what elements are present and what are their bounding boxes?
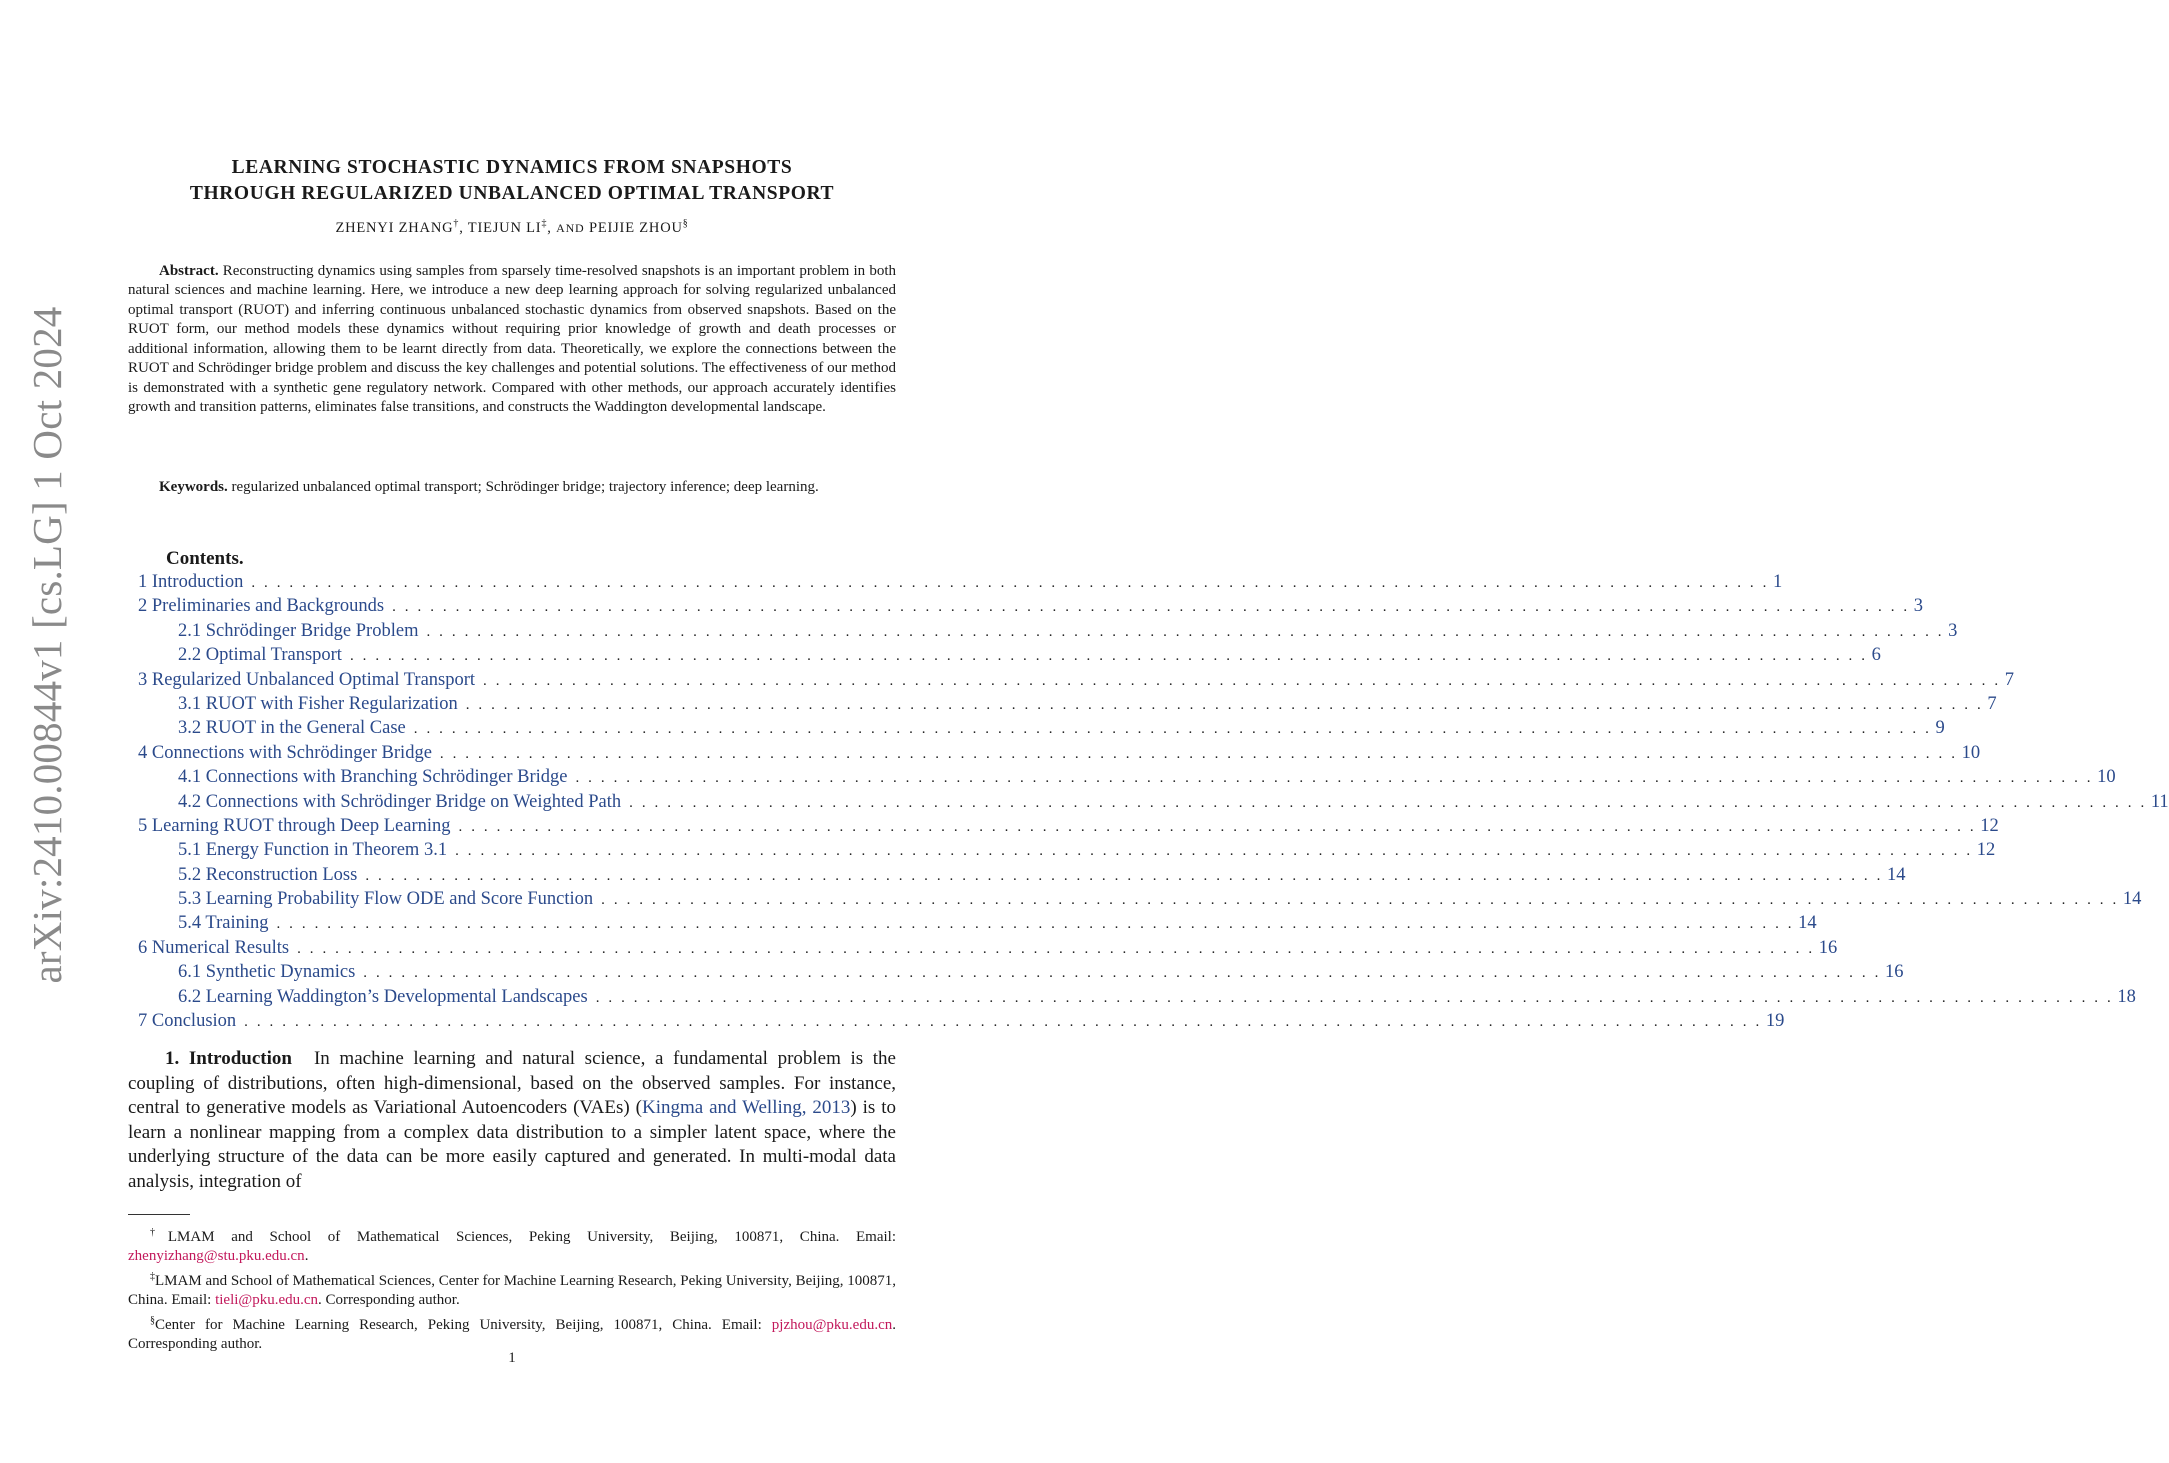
toc-leader-dots: . . . . . . . . . . . . . . . . . . . . . . . . . . . . . . . . . . . . . . . . . . . . . . . . . . . . . . . . . . . . . . . . . . . . . . . . . . . . . . . . . . . . . . . . . . . . . . . . . . . . . . . . . . . . . . . . . . . . . . . . — [601, 892, 2119, 909]
keywords-label: Keywords. — [159, 479, 228, 495]
toc-entry-page: 16 — [1818, 937, 1838, 958]
toc-leader-dots: . . . . . . . . . . . . . . . . . . . . . . . . . . . . . . . . . . . . . . . . . . . . . . . . . . . . . . . . . . . . . . . . . . . . . . . . . . . . . . . . . . . . . . . . . . . . . . . . . . . . . . . . . . . . . . . . . . . . . . . . — [244, 1014, 1762, 1031]
toc-entry-title: 2.1 Schrödinger Bridge Problem — [178, 620, 419, 641]
toc-entry-page: 1 — [1772, 572, 1783, 592]
toc-leader-dots: . . . . . . . . . . . . . . . . . . . . . . . . . . . . . . . . . . . . . . . . . . . . . . . . . . . . . . . . . . . . . . . . . . . . . . . . . . . . . . . . . . . . . . . . . . . . . . . . . . . . . . . . . . . . . . . . . . . . . . . . — [392, 599, 1910, 616]
toc-entry[interactable] — [138, 693, 1997, 718]
footnotes — [128, 1223, 896, 1355]
author-list — [128, 218, 896, 237]
toc-entry[interactable] — [138, 913, 1817, 937]
toc-entry-title: 1 Introduction — [138, 572, 244, 592]
email-link[interactable]: pjzhou@pku.edu.cn — [771, 1316, 893, 1333]
footnote-rule — [128, 1214, 190, 1215]
email-link[interactable]: zhenyizhang@stu.pku.edu.cn — [128, 1248, 305, 1265]
author-3: PEIJIE ZHOU — [588, 219, 683, 236]
toc-entry[interactable] — [138, 596, 1924, 620]
footnote-text: LMAM and School of Mathematical Sciences, Peking University, Beijing, 100871, China. Email: — [167, 1229, 897, 1245]
author-2-mark: ‡ — [541, 218, 548, 229]
toc-entry-title: 5.1 Energy Function in Theorem 3.1 — [178, 840, 448, 861]
toc-entry-page: 12 — [1980, 815, 1999, 836]
author-separator: , — [547, 219, 552, 236]
toc-leader-dots: . . . . . . . . . . . . . . . . . . . . . . . . . . . . . . . . . . . . . . . . . . . . . . . . . . . . . . . . . . . . . . . . . . . . . . . . . . . . . . . . . . . . . . . . . . . . . . . . . . . . . . . . . . . . . . . . . . . . . . . . — [426, 623, 1945, 640]
toc-entry-page: 11 — [2150, 791, 2169, 812]
footnote-text-after: . Corresponding author. — [318, 1292, 460, 1309]
abstract-label: Abstract. — [159, 263, 219, 279]
toc-entry-page: 7 — [1987, 693, 1997, 714]
toc-entry-title: 6 Numerical Results — [138, 937, 290, 958]
toc-entry[interactable] — [138, 718, 1945, 742]
toc-leader-dots: . . . . . . . . . . . . . . . . . . . . . . . . . . . . . . . . . . . . . . . . . . . . . . . . . . . . . . . . . . . . . . . . . . . . . . . . . . . . . . . . . . . . . . . . . . . . . . . . . . . . . . . . . . . . . . . . . . . . . . . . — [629, 794, 2147, 811]
toc-entry-title: 3.1 RUOT with Fisher Regularization — [178, 693, 458, 714]
footnote-text-after: . Corresponding author. — [128, 1316, 896, 1353]
author-separator: , — [459, 219, 464, 236]
toc-entry[interactable] — [138, 889, 2142, 913]
toc-entry-title: 4.2 Connections with Schrödinger Bridge on Weighted Path — [178, 791, 622, 812]
page-number: 1 — [508, 1350, 516, 1366]
toc-entry[interactable] — [138, 645, 1881, 669]
abstract — [128, 262, 896, 418]
introduction-section — [128, 1047, 896, 1194]
toc-leader-dots: . . . . . . . . . . . . . . . . . . . . . . . . . . . . . . . . . . . . . . . . . . . . . . . . . . . . . . . . . . . . . . . . . . . . . . . . . . . . . . . . . . . . . . . . . . . . . . . . . . . . . . . . . . . . . . . . . . . . . . . . — [276, 916, 1795, 933]
footnote — [128, 1311, 896, 1355]
author-conjunction: AND — [556, 220, 585, 235]
footnote-text-after: . — [304, 1248, 309, 1265]
title-line-1: LEARNING STOCHASTIC DYNAMICS FROM SNAPSHOTS — [231, 157, 793, 178]
footnote — [128, 1267, 896, 1311]
footnote-mark: § — [150, 1314, 155, 1326]
paper-title — [128, 155, 896, 207]
email-link[interactable]: tieli@pku.edu.cn — [215, 1292, 319, 1309]
author-2: TIEJUN LI — [467, 219, 542, 236]
author-1-mark: † — [453, 218, 460, 229]
arxiv-stamp — [22, 300, 72, 990]
toc-entry[interactable] — [138, 620, 1958, 645]
intro-text-after: ) is to learn a nonlinear mapping from a complex data distribution to a simpler latent space, where the underlying structure of the data can be more easily captured and generated. In multi-modal data analysis, integration of — [128, 1097, 896, 1192]
toc-entry[interactable] — [138, 864, 1906, 889]
contents-heading: Contents. — [166, 548, 244, 569]
toc-entry[interactable] — [138, 937, 1838, 962]
footnote — [128, 1223, 896, 1267]
toc-leader-dots: . . . . . . . . . . . . . . . . . . . . . . . . . . . . . . . . . . . . . . . . . . . . . . . . . . . . . . . . . . . . . . . . . . . . . . . . . . . . . . . . . . . . . . . . . . . . . . . . . . . . . . . . . . . . . . . . . . . . . . . . — [365, 867, 1883, 884]
intro-text-before: In machine learning and natural science, a fundamental problem is the coupling of distributions, often high-dimensional, based on the observed samples. For instance, central to generative models as Variational Autoencoders (VAEs) ( — [128, 1048, 896, 1118]
toc-entry-title: 3 Regularized Unbalanced Optimal Transport — [138, 669, 476, 690]
toc-leader-dots: . . . . . . . . . . . . . . . . . . . . . . . . . . . . . . . . . . . . . . . . . . . . . . . . . . . . . . . . . . . . . . . . . . . . . . . . . . . . . . . . . . . . . . . . . . . . . . . . . . . . . . . . . . . . . . . . . . . . . . . . — [439, 745, 1958, 762]
toc-entry-title: 7 Conclusion — [138, 1011, 237, 1032]
toc-leader-dots: . . . . . . . . . . . . . . . . . . . . . . . . . . . . . . . . . . . . . . . . . . . . . . . . . . . . . . . . . . . . . . . . . . . . . . . . . . . . . . . . . . . . . . . . . . . . . . . . . . . . . . . . . . . . . . . . . . . . . . . . — [413, 721, 1932, 738]
toc-entry-page: 7 — [2004, 669, 2014, 690]
toc-entry[interactable] — [138, 767, 2116, 791]
toc-entry[interactable] — [138, 572, 1783, 596]
toc-entry[interactable] — [138, 840, 1996, 864]
toc-leader-dots: . . . . . . . . . . . . . . . . . . . . . . . . . . . . . . . . . . . . . . . . . . . . . . . . . . . . . . . . . . . . . . . . . . . . . . . . . . . . . . . . . . . . . . . . . . . . . . . . . . . . . . . . . . . . . . . . . . . . . . . . — [297, 940, 1815, 957]
toc-entry-title: 3.2 RUOT in the General Case — [178, 718, 406, 739]
footnote-mark: † — [150, 1227, 168, 1238]
toc-leader-dots: . . . . . . . . . . . . . . . . . . . . . . . . . . . . . . . . . . . . . . . . . . . . . . . . . . . . . . . . . . . . . . . . . . . . . . . . . . . . . . . . . . . . . . . . . . . . . . . . . . . . . . . . . . . . . . . . . . . . . . . . — [595, 989, 2114, 1006]
toc-entry[interactable] — [138, 669, 2014, 694]
toc-entry-title: 2.2 Optimal Transport — [178, 645, 342, 666]
toc-leader-dots: . . . . . . . . . . . . . . . . . . . . . . . . . . . . . . . . . . . . . . . . . . . . . . . . . . . . . . . . . . . . . . . . . . . . . . . . . . . . . . . . . . . . . . . . . . . . . . . . . . . . . . . . . . . . . . . . . . . . . . . . — [465, 696, 1984, 713]
toc-entry-title: 6.1 Synthetic Dynamics — [178, 962, 356, 983]
toc-entry-page: 3 — [1948, 620, 1958, 641]
toc-entry[interactable] — [138, 1011, 1785, 1035]
toc-entry-page: 18 — [2117, 986, 2136, 1007]
toc-leader-dots: . . . . . . . . . . . . . . . . . . . . . . . . . . . . . . . . . . . . . . . . . . . . . . . . . . . . . . . . . . . . . . . . . . . . . . . . . . . . . . . . . . . . . . . . . . . . . . . . . . . . . . . . . . . . . . . . . . . . . . . . — [349, 648, 1868, 665]
toc-entry[interactable] — [138, 742, 1981, 767]
toc-leader-dots: . . . . . . . . . . . . . . . . . . . . . . . . . . . . . . . . . . . . . . . . . . . . . . . . . . . . . . . . . . . . . . . . . . . . . . . . . . . . . . . . . . . . . . . . . . . . . . . . . . . . . . . . . . . . . . . . . . . . . . . . — [251, 575, 1769, 591]
toc-entry-title: 5.3 Learning Probability Flow ODE and Score Function — [178, 889, 594, 910]
toc-entry-title: 5.4 Training — [178, 913, 269, 934]
toc-entry[interactable] — [138, 962, 1904, 986]
author-3-mark: § — [682, 218, 689, 229]
toc-entry-page: 10 — [2097, 767, 2116, 788]
keywords-text: regularized unbalanced optimal transport; Schrödinger bridge; trajectory inference; deep learning. — [231, 479, 819, 495]
toc-entry-page: 9 — [1935, 718, 1945, 739]
arxiv-stamp-text: arXiv:2410.00844v1 [cs.LG] 1 Oct 2024 — [24, 306, 70, 984]
toc-entry-title: 2 Preliminaries and Backgrounds — [138, 596, 385, 617]
toc-entry-title: 6.2 Learning Waddington’s Developmental Landscapes — [178, 986, 588, 1007]
toc-leader-dots: . . . . . . . . . . . . . . . . . . . . . . . . . . . . . . . . . . . . . . . . . . . . . . . . . . . . . . . . . . . . . . . . . . . . . . . . . . . . . . . . . . . . . . . . . . . . . . . . . . . . . . . . . . . . . . . . . . . . . . . . — [575, 770, 2094, 787]
toc-entry-title: 4 Connections with Schrödinger Bridge — [138, 742, 432, 763]
citation-link[interactable]: Kingma and Welling, 2013 — [641, 1097, 851, 1118]
toc-entry-title: 4.1 Connections with Branching Schrödinger Bridge — [178, 767, 568, 788]
toc-entry[interactable] — [138, 986, 2136, 1011]
footnote-mark: ‡ — [150, 1270, 156, 1282]
footnote-text: LMAM and School of Mathematical Sciences, Center for Machine Learning Research, Peking University, Beijing, 100871, China. Email: — [128, 1272, 896, 1309]
abstract-text: Reconstructing dynamics using samples from sparsely time-resolved snapshots is an important problem in both natural sciences and machine learning. Here, we introduce a new deep learning approach for solving regularized unbalanced optimal transport (RUOT) and inferring continuous unbalanced stochastic dynamics from observed snapshots. Based on the RUOT form, our method models these dynamics without requiring prior knowledge of growth and death processes or additional information, allowing them to be learnt directly from data. Theoretically, we explore the connections between the RUOT and Schrödinger bridge problem and discuss the key challenges and potential solutions. The effectiveness of our method is demonstrated with a synthetic gene regulatory network. Compared with other methods, our approach accurately identifies growth and transition patterns, eliminates false transitions, and constructs the Waddington developmental landscape. — [128, 263, 896, 416]
toc-entry-page: 14 — [1886, 864, 1906, 885]
toc-entry-page: 14 — [1798, 913, 1817, 934]
toc-leader-dots: . . . . . . . . . . . . . . . . . . . . . . . . . . . . . . . . . . . . . . . . . . . . . . . . . . . . . . . . . . . . . . . . . . . . . . . . . . . . . . . . . . . . . . . . . . . . . . . . . . . . . . . . . . . . . . . . . . . . . . . . — [458, 818, 1977, 835]
toc-entry-page: 14 — [2122, 889, 2142, 910]
toc-leader-dots: . . . . . . . . . . . . . . . . . . . . . . . . . . . . . . . . . . . . . . . . . . . . . . . . . . . . . . . . . . . . . . . . . . . . . . . . . . . . . . . . . . . . . . . . . . . . . . . . . . . . . . . . . . . . . . . . . . . . . . . . — [455, 843, 1973, 860]
toc-leader-dots: . . . . . . . . . . . . . . . . . . . . . . . . . . . . . . . . . . . . . . . . . . . . . . . . . . . . . . . . . . . . . . . . . . . . . . . . . . . . . . . . . . . . . . . . . . . . . . . . . . . . . . . . . . . . . . . . . . . . . . . . — [483, 672, 2001, 689]
toc-entry-title: 5 Learning RUOT through Deep Learning — [138, 815, 451, 836]
toc-leader-dots: . . . . . . . . . . . . . . . . . . . . . . . . . . . . . . . . . . . . . . . . . . . . . . . . . . . . . . . . . . . . . . . . . . . . . . . . . . . . . . . . . . . . . . . . . . . . . . . . . . . . . . . . . . . . . . . . . . . . . . . . — [363, 965, 1881, 982]
table-of-contents — [138, 572, 2169, 1035]
toc-entry-page: 10 — [1961, 742, 1981, 763]
toc-entry-page: 12 — [1976, 840, 1996, 861]
toc-entry-page: 19 — [1765, 1011, 1785, 1032]
introduction-heading: 1. Introduction — [165, 1048, 292, 1069]
toc-entry-title: 5.2 Reconstruction Loss — [178, 864, 358, 885]
toc-entry-page: 16 — [1884, 962, 1904, 983]
title-line-2: THROUGH REGULARIZED UNBALANCED OPTIMAL TRANSPORT — [189, 183, 835, 204]
footnote-text: Center for Machine Learning Research, Peking University, Beijing, 100871, China. Email: — [155, 1316, 772, 1333]
toc-entry-page: 3 — [1913, 596, 1924, 617]
toc-entry[interactable] — [138, 791, 2169, 816]
toc-entry-page: 6 — [1871, 645, 1881, 666]
author-1: ZHENYI ZHANG — [335, 219, 454, 236]
toc-entry[interactable] — [138, 815, 1999, 840]
keywords — [128, 478, 896, 497]
